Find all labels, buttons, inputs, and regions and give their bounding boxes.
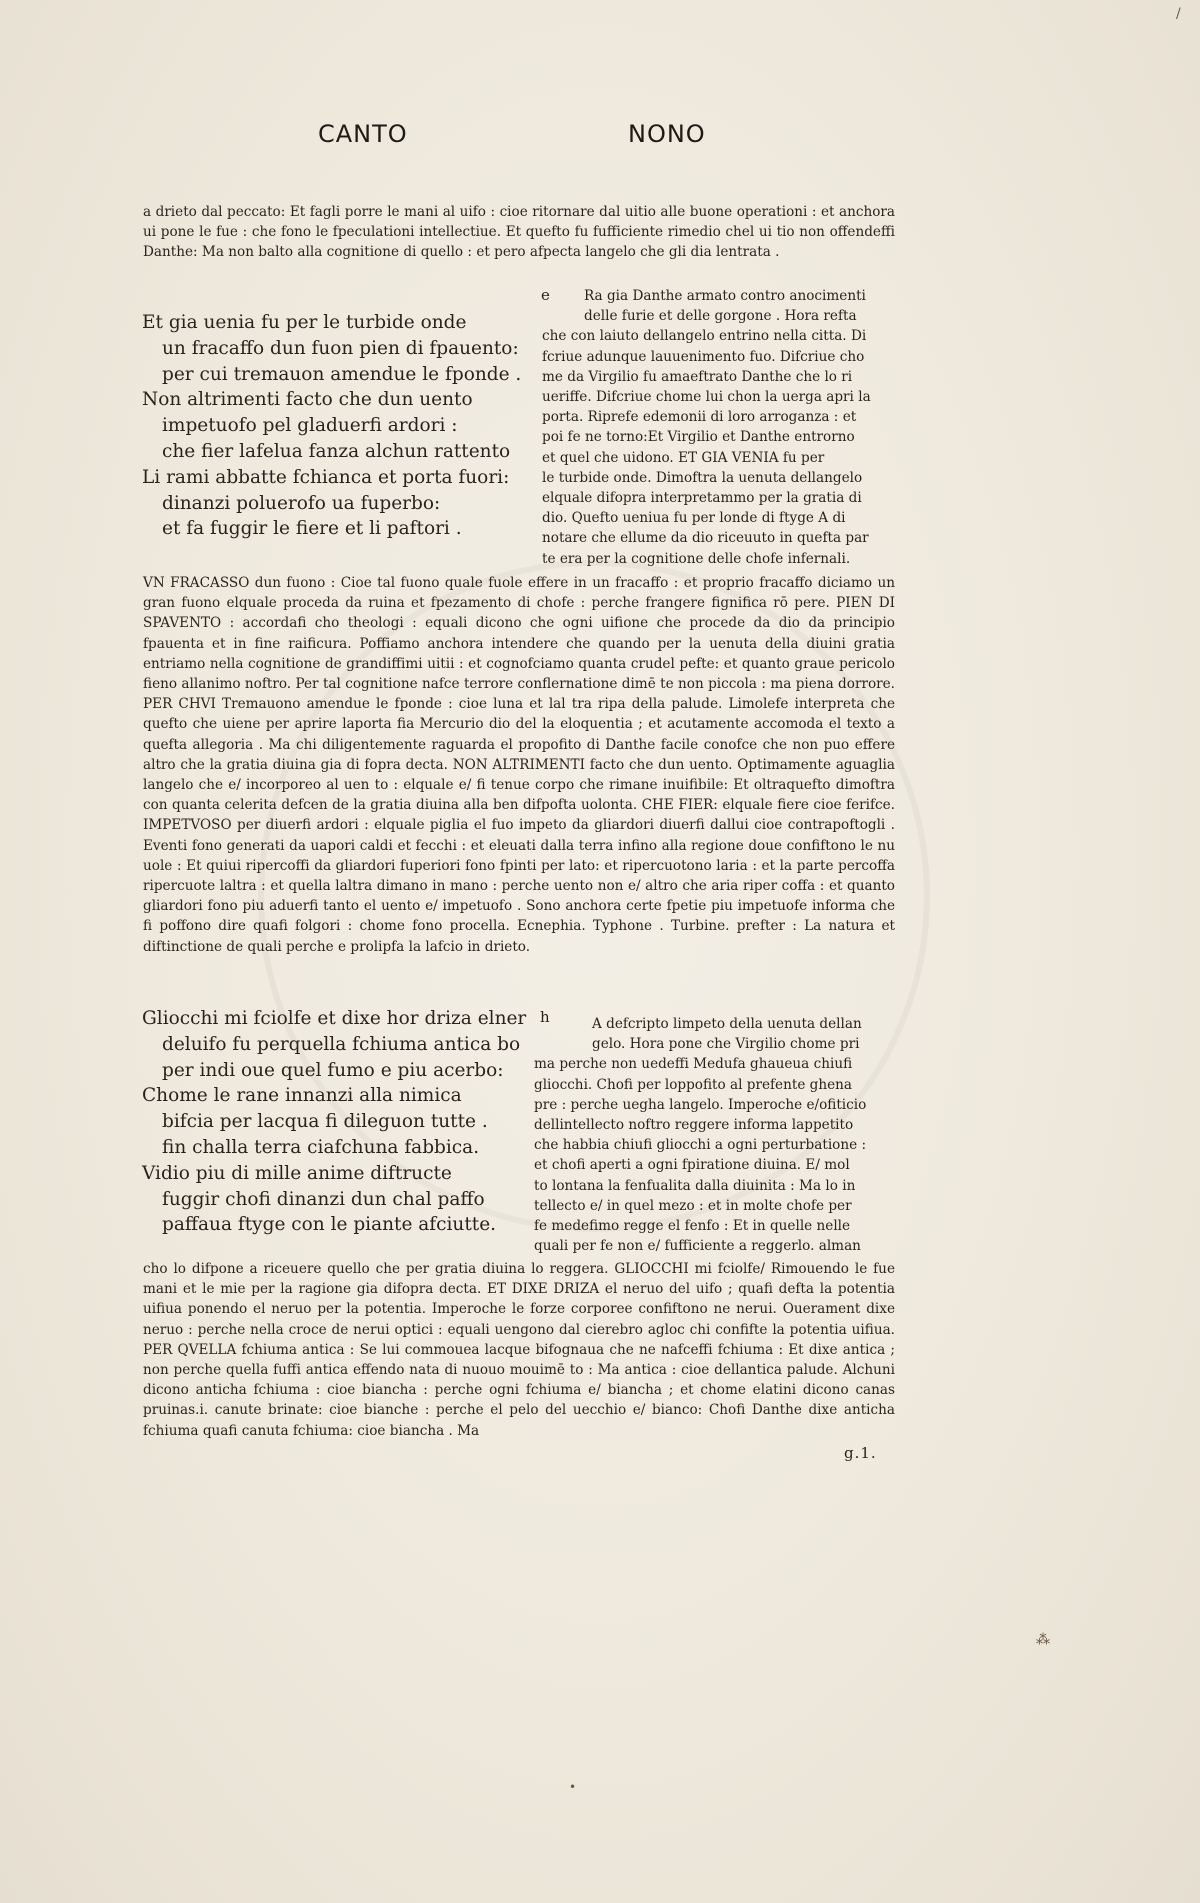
gloss-line: che con laiuto dellangelo entrino nella citta. Di xyxy=(542,328,867,345)
verse-line: paffaua ftyge con le piante afciutte. xyxy=(162,1214,497,1236)
gloss-line: A defcripto limpeto della uenuta dellan xyxy=(592,1016,862,1032)
gloss-block-1 xyxy=(542,286,896,569)
gloss-line: tellecto e/ in quel mezo : et in molte chofe per xyxy=(534,1197,852,1214)
foxing-spot: ⁂ xyxy=(1036,1632,1050,1648)
verse-block-2 xyxy=(142,1006,532,1238)
verse-line: che fier lafelua fanza alchun rattento xyxy=(162,440,511,462)
gloss-line: fcriue adunque lauuenimento fuo. Difcriue cho xyxy=(542,348,865,365)
verse-block-1 xyxy=(142,310,532,542)
gloss-line: te era per la cognitione delle chofe infernali. xyxy=(542,550,851,567)
verse-line: dinanzi poluerofo ua fuperbo: xyxy=(162,492,441,514)
gloss-line: gelo. Hora pone che Virgilio chome pri xyxy=(592,1036,860,1053)
verse-line: bifcia per lacqua fi dileguon tutte . xyxy=(162,1111,488,1133)
gloss-line: dellintellecto noftro reggere informa lappetito xyxy=(534,1117,854,1134)
commentary-block-2 xyxy=(143,1259,895,1441)
gloss-initial-h: h xyxy=(540,1008,550,1026)
verse-line: fin challa terra ciafchuna fabbica. xyxy=(162,1136,480,1158)
verse-line: deluifo fu perquella fchiuma antica bo xyxy=(162,1033,521,1055)
gloss-line: et chofi aperti a ogni fpiratione diuina. E/ mol xyxy=(534,1157,850,1174)
gloss-line: to lontana la fenfualita dalla diuinita : Ma lo in xyxy=(534,1177,856,1194)
verse-line: Chome le rane innanzi alla nimica xyxy=(142,1085,462,1107)
gloss-line: elquale difopra interpretammo per la gratia di xyxy=(542,490,862,507)
running-head xyxy=(0,120,1200,160)
verse-line: Non altrimenti facto che dun uento xyxy=(142,389,473,411)
verse-line: per cui tremauon amendue le fponde . xyxy=(162,363,522,385)
ink-dot-ornament: • xyxy=(569,1780,577,1794)
verse-line: per indi oue quel fumo e piu acerbo: xyxy=(162,1059,504,1081)
verse-line: Et gia uenia fu per le turbide onde xyxy=(142,312,467,333)
commentary-block-1 xyxy=(143,573,895,957)
running-head-nono: NONO xyxy=(628,120,706,148)
gloss-line: ueriffe. Difcriue chome lui chon la uerga apri la xyxy=(542,389,871,406)
commentary-text: cho lo difpone a riceuere quello che per gratia diuina lo reggera. GLIOCCHI mi fciolfe/ Rimouendo le fue mani et le mie per la ragione gia difopra decta. ET DIXE DRIZA el neruo del uifo ; quafi defta la potentia uifiua ponendo el neruo per la potentia. Imperoche le forze corporee confiftono ne nerui. Ouerament dixe neruo : perche nella croce de nerui optici : equali uengono dal cierebro agloc chi confifte la potentia uifiua. PER QVELLA fchiuma antica : Se lui commouea lacque bifognaua che ne nafceffi fchiuma : Et dixe antica ; non perche quella fuffi antica effendo nata di nuouo mouimē to : Ma antica : cioe dellantica palude. Alchuni dicono anticha fchiuma : cioe biancha : perche ogni fchiuma e/ biancha ; et chome elatini dicono canas pruinas.i. canute brinate: cioe bianche : perche el pelo del uecchio e/ bianco: Chofi Danthe dixe anticha fchiuma quafi canuta fchiuma: cioe biancha . Ma xyxy=(143,1261,895,1439)
gloss-line: le turbide onde. Dimoftra la uenuta dellangelo xyxy=(542,469,863,486)
verse-line: et fa fuggir le fiere et li paftori . xyxy=(162,518,462,540)
gloss-line: gliocchi. Chofi per loppofito al prefente ghena xyxy=(534,1076,853,1093)
verse-line: Li rami abbatte fchianca et porta fuori: xyxy=(142,466,510,488)
gloss-line: poi fe ne torno:Et Virgilio et Danthe entrorno xyxy=(542,429,855,446)
gloss-block-2 xyxy=(534,1014,896,1256)
verse-line: Vidio piu di mille anime diftructe xyxy=(142,1162,452,1184)
gloss-line: Ra gia Danthe armato contro anocimenti xyxy=(584,288,866,304)
gloss-line: quali per fe non e/ fufficiente a reggerlo. alman xyxy=(534,1238,861,1255)
gloss-initial-e: e xyxy=(541,286,550,304)
gloss-line: delle furie et delle gorgone . Hora refta xyxy=(584,308,857,325)
verse-line: un fracaffo dun fuon pien di fpauento: xyxy=(162,337,519,359)
gloss-line: notare che ellume da dio riceuuto in quefta par xyxy=(542,530,869,547)
signature-mark: g.1. xyxy=(844,1444,877,1462)
gloss-line: et quel che uidono. ET GIA VENIA fu per xyxy=(542,449,825,466)
intro-paragraph xyxy=(143,202,895,263)
verse-line: Gliocchi mi fciolfe et dixe hor driza elner xyxy=(142,1008,527,1029)
gloss-line: dio. Quefto ueniua fu per londe di ftyge A di xyxy=(542,510,846,527)
gloss-line: porta. Riprefe edemonii di loro arroganza : et xyxy=(542,409,857,426)
intro-text: a drieto dal peccato: Et fagli porre le mani al uifo : cioe ritornare dal uitio alle buone operationi : et anchora ui pone le fue : che fono le fpeculationi intellectiue. Et quefto fu fufficiente rimedio chel ui tio non offendeffi Danthe: Ma non balto alla cognitione di quello : et pero afpecta langelo che gli dia lentrata . xyxy=(143,204,895,261)
running-head-canto: CANTO xyxy=(318,120,408,148)
gloss-line: che habbia chiufi gliocchi a ogni perturbatione : xyxy=(534,1137,867,1154)
commentary-text: VN FRACASSO dun fuono : Cioe tal fuono quale fuole effere in un fracaffo : et proprio fracaffo diciamo un gran fuono elquale proceda da ruina et fpezamento di chofe : perche frangere fignifica rō pere. PIEN DI SPAVENTO : accordafi cho theologi : equali dicono che ogni uifione che procede da dio da principio fpauenta et in fine raificura. Poffiamo anchora intendere che quando per la uenuta della diuini gratia entriamo nella cognitione de grandiffimi uitii : et cognofciamo quanta crudel pefte: et quanto graue pericolo fieno allanimo noftro. Per tal cognitione nafce terrore conflernatione dimē te non piccola : ma piena dorrore. PER CHVI Tremauono amendue le fponde : cioe luna et lal tra ripa della palude. Limolefe interpreta che quefto che uiene per aprire laporta fia Mercurio dio del la eloquentia ; et acutamente accomoda el texto a quefta allegoria . Ma chi diligentemente raguarda el propofito di Danthe facile conofce che non puo effere altro che la gratia diuina gia di fopra decta. NON ALTRIMENTI facto che dun uento. Optimamente aguaglia langelo che e/ incorporeo al uen to : elquale e/ fi tenue corpo che rimane inuifibile: Et oltraquefto dimoftra con quanta celerita defcen de la gratia diuina alla ben difpofta uolonta. CHE FIER: elquale fiere cioe ferifce. IMPETVOSO per diuerfi ardori : elquale piglia el fuo impeto da gliardori diuerfi dallui cioe contrapoftogli . Eventi fono generati da uapori caldi et fecchi : et eleuati dalla terra infino alla regione doue confiftono le nu uole : Et quiui ripercoffi da gliardori fuperiori fono fpinti per lato: et ripercuotono laria : et la parte percoffa ripercuote laltra : et quella laltra dimano in mano : perche uento non e/ altro che aria riper coffa : et quanto gliardori fono piu aduerfi tanto el uento e/ impetuofo . Sono anchora certe fpetie piu impetuofe informa che fi poffono dire quafi folgori : chome fono procella. Ecnephia. Typhone . Turbine. prefter : La natura et diftinctione de quali perche e prolipfa la lafcio in drieto. xyxy=(143,575,895,955)
gloss-line: fe medefimo regge el fenfo : Et in quelle nelle xyxy=(534,1218,851,1235)
margin-pencil-mark: / xyxy=(1176,6,1181,22)
gloss-line: ma perche non uedeffi Medufa ghaueua chiufi xyxy=(534,1056,853,1073)
gloss-line: pre : perche uegha langelo. Imperoche e/ofiticio xyxy=(534,1096,867,1113)
gloss-line: me da Virgilio fu amaeftrato Danthe che lo ri xyxy=(542,368,853,385)
verse-line: impetuofo pel gladuerfi ardori : xyxy=(162,415,458,437)
verse-line: fuggir chofi dinanzi dun chal paffo xyxy=(162,1188,485,1210)
